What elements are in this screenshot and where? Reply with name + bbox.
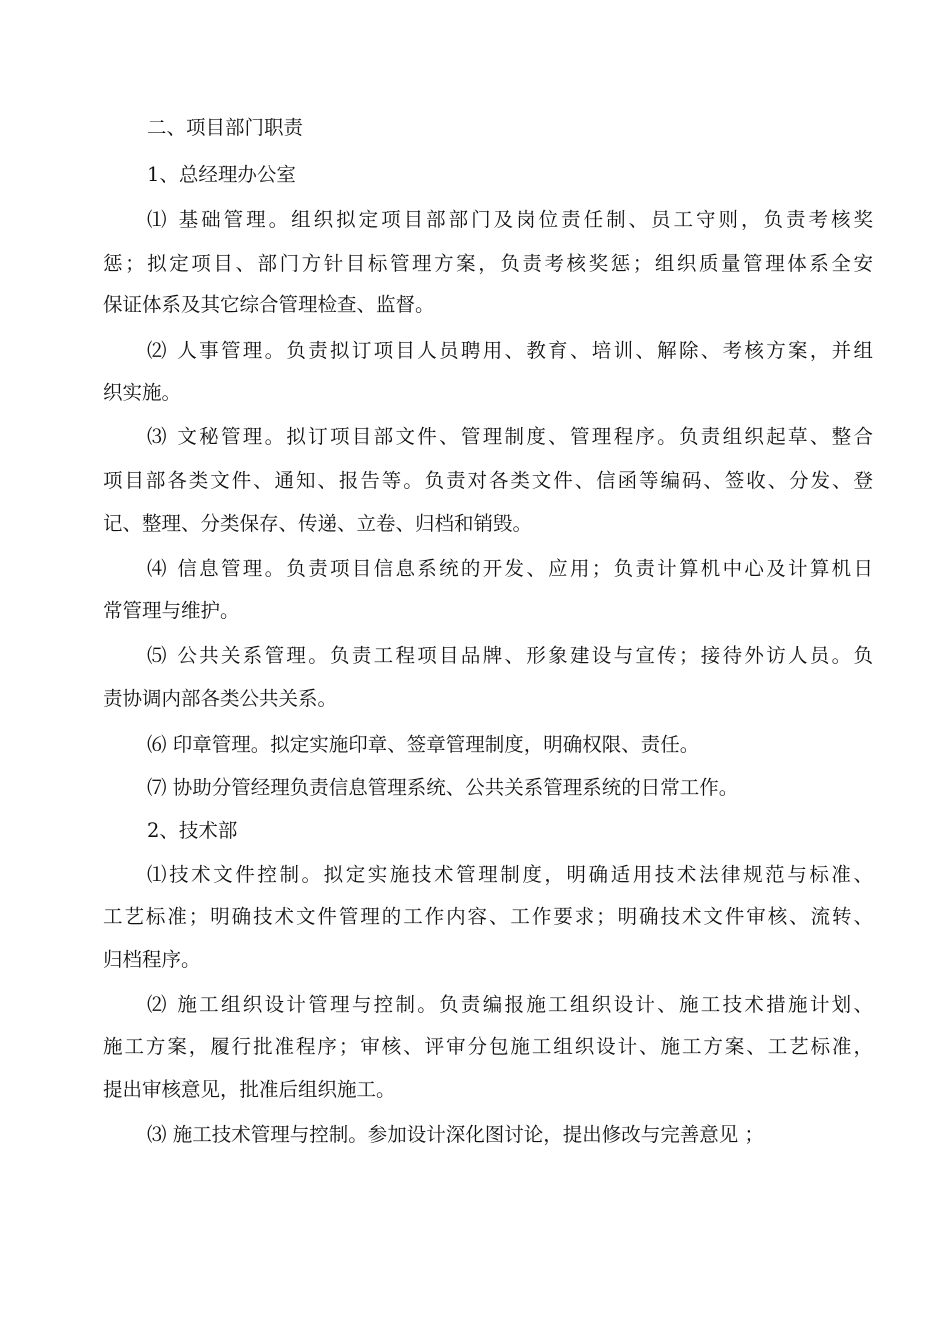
paragraph-line: 工艺标准；明确技术文件管理的工作内容、工作要求；明确技术文件审核、流转、	[103, 905, 873, 928]
paragraph-line: ⑵ 施工组织设计管理与控制。负责编报施工组织设计、施工技术措施计划、	[147, 993, 873, 1016]
paragraph-line: 提出审核意见，批准后组织施工。	[103, 1078, 396, 1101]
section-heading: 二、项目部门职责	[147, 116, 304, 139]
paragraph-line: 归档程序。	[103, 948, 201, 971]
paragraph-line: 常管理与维护。	[103, 599, 240, 622]
paragraph-line: 项目部各类文件、通知、报告等。负责对各类文件、信函等编码、签收、分发、登	[103, 469, 873, 492]
paragraph-line: ⑶ 文秘管理。拟订项目部文件、管理制度、管理程序。负责组织起草、整合	[147, 425, 873, 448]
paragraph-line: 惩；拟定项目、部门方针目标管理方案，负责考核奖惩；组织质量管理体系全安	[103, 252, 873, 275]
paragraph-line: 保证体系及其它综合管理检查、监督。	[103, 293, 435, 316]
paragraph-line: ⑺ 协助分管经理负责信息管理系统、公共关系管理系统的日常工作。	[147, 776, 739, 799]
section-title-tech: 2、技术部	[147, 819, 238, 842]
paragraph-line: ⑵ 人事管理。负责拟订项目人员聘用、教育、培训、解除、考核方案，并组	[147, 339, 873, 362]
paragraph-line: ⑶ 施工技术管理与控制。参加设计深化图讨论，提出修改与完善意见 ；	[147, 1123, 764, 1146]
paragraph-line: 责协调内部各类公共关系。	[103, 687, 338, 710]
paragraph-line: ⑸ 公共关系管理。负责工程项目品牌、形象建设与宣传；接待外访人员。负	[147, 644, 873, 667]
section-title-office: 1、总经理办公室	[147, 163, 296, 186]
paragraph-line: ⑷ 信息管理。负责项目信息系统的开发、应用；负责计算机中心及计算机日	[147, 557, 873, 580]
paragraph-line: ⑹ 印章管理。拟定实施印章、签章管理制度，明确权限、责任。	[147, 733, 700, 756]
paragraph-line: 织实施。	[103, 381, 182, 404]
paragraph-line: ⑴ 基础管理。组织拟定项目部部门及岗位责任制、员工守则，负责考核奖	[147, 208, 873, 231]
paragraph-line: 记、整理、分类保存、传递、立卷、归档和销毁。	[103, 512, 533, 535]
paragraph-line: 施工方案，履行批准程序；审核、评审分包施工组织设计、施工方案、工艺标准，	[103, 1035, 873, 1058]
paragraph-line: ⑴技术文件控制。拟定实施技术管理制度，明确适用技术法律规范与标准、	[147, 863, 873, 886]
